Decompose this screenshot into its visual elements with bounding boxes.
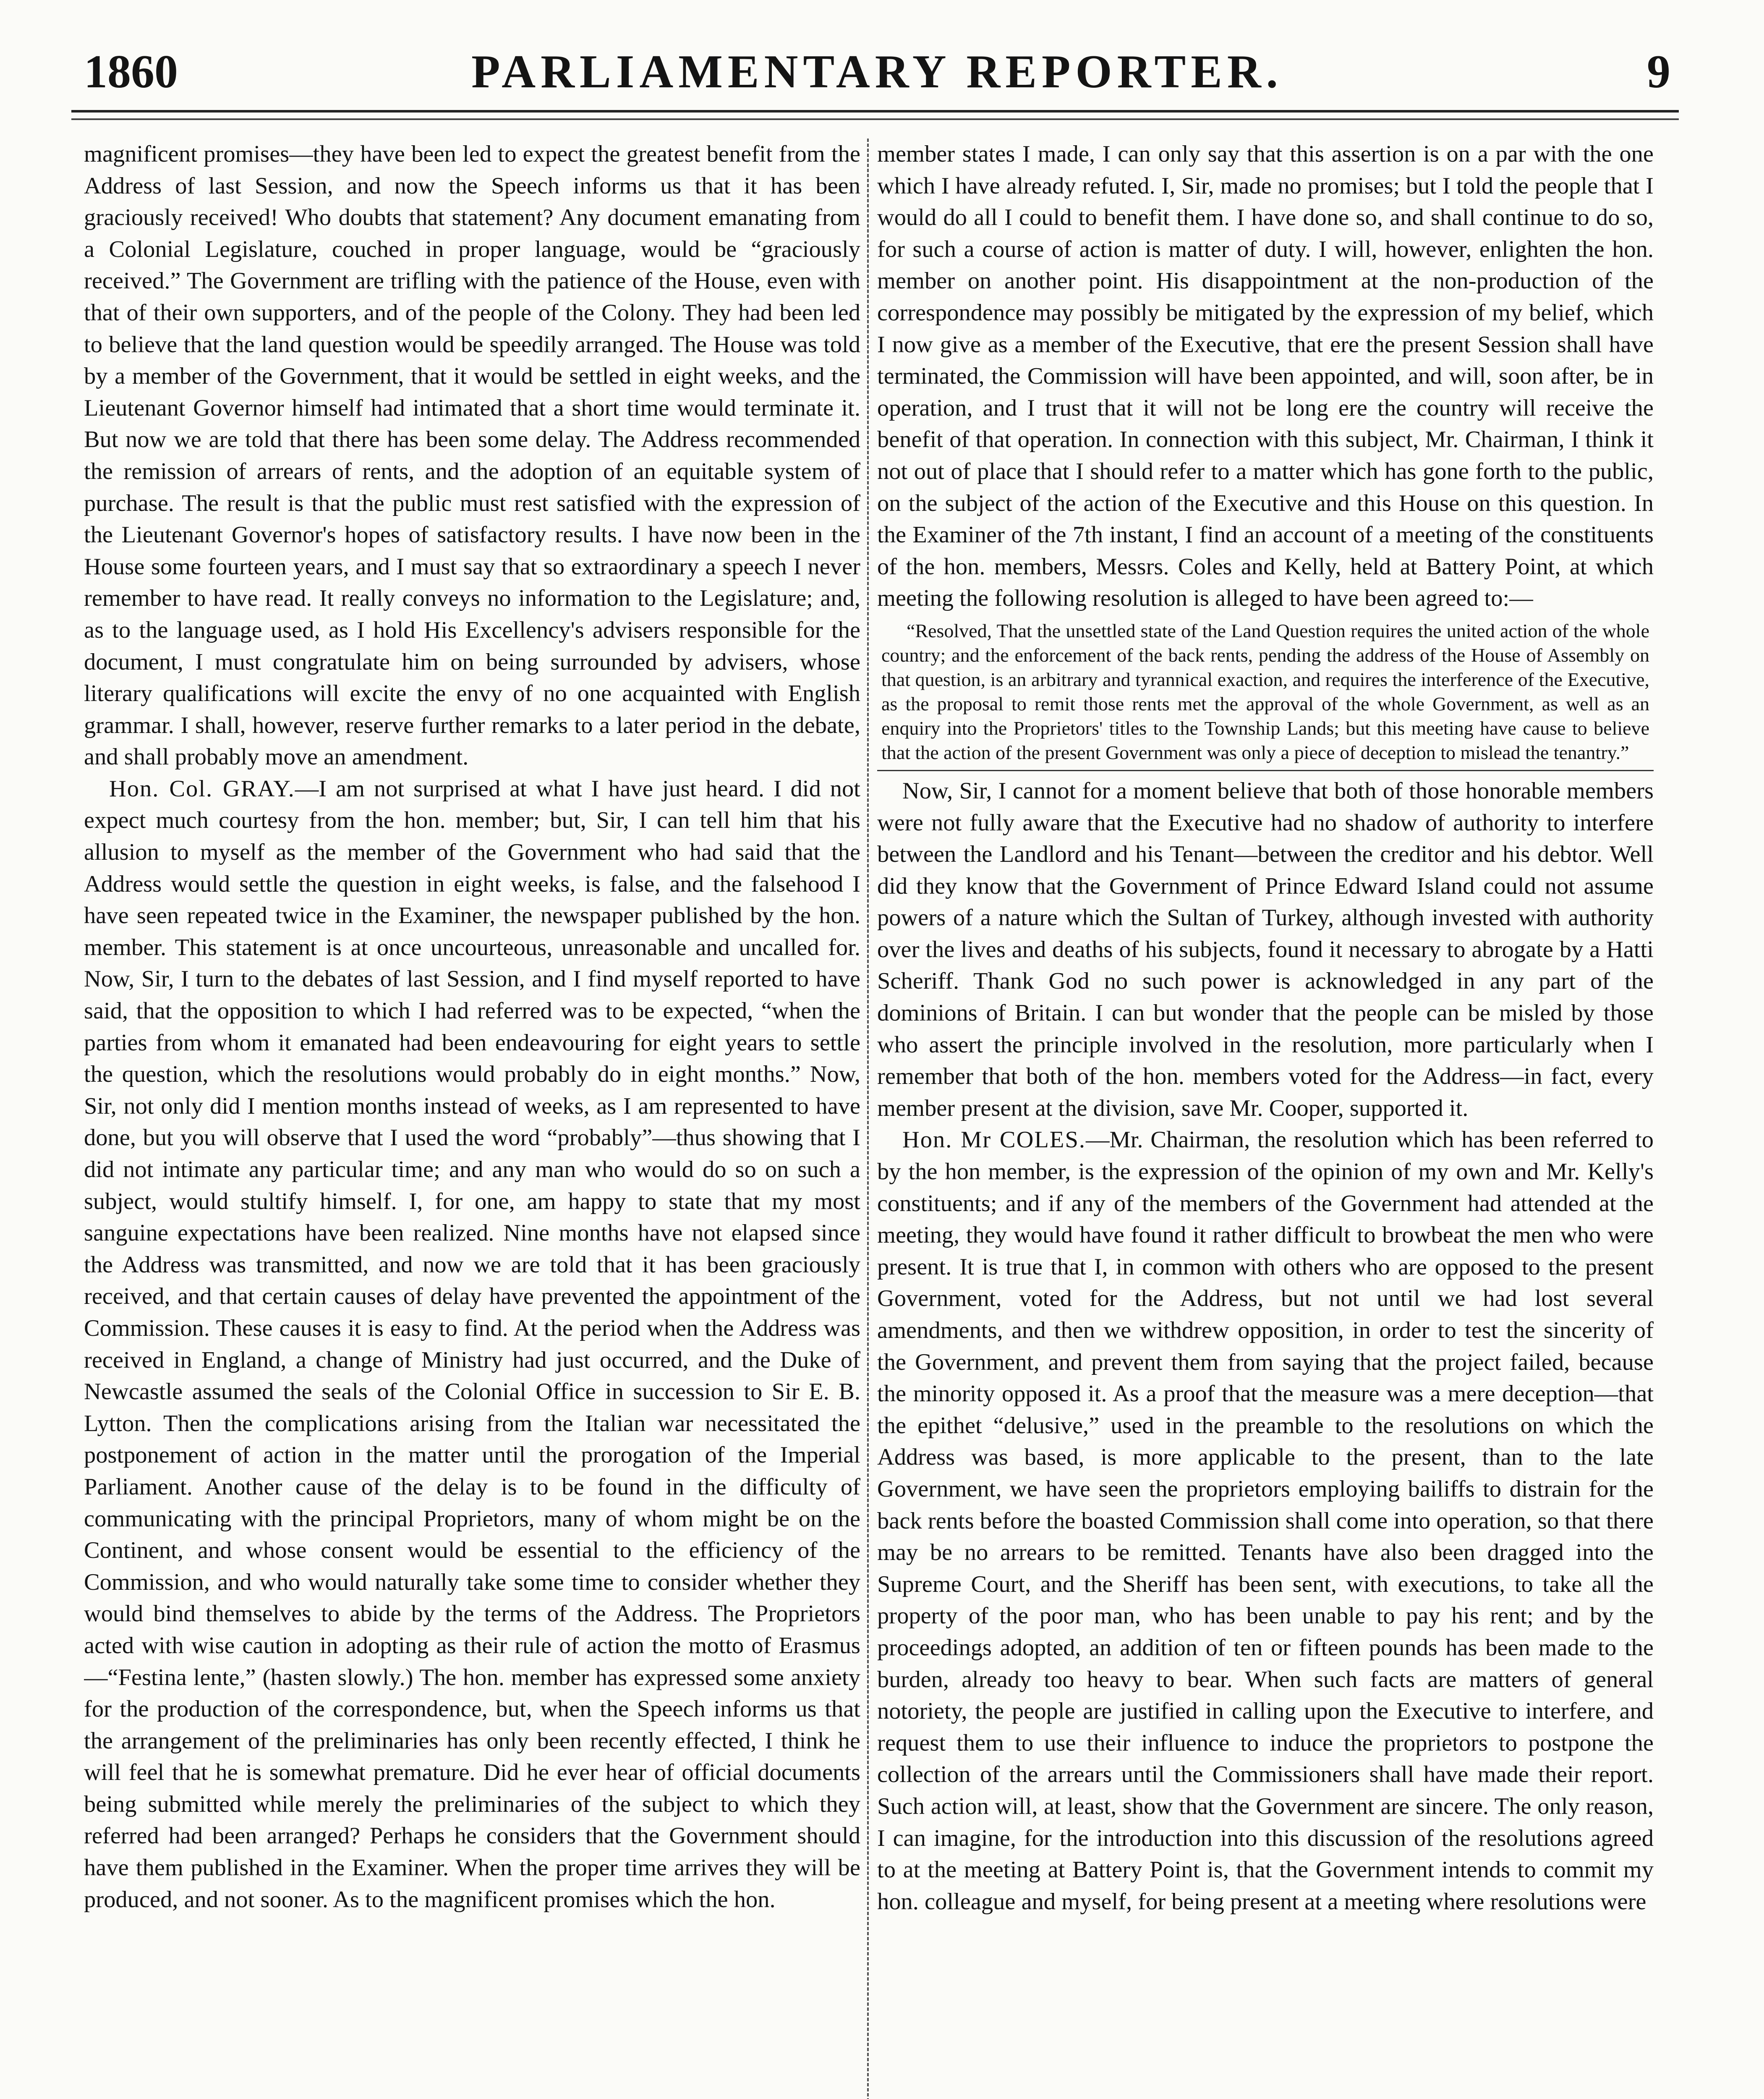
paragraph: member states I made, I can only say that this assertion is on a par with the one which I have already refuted. I, Sir, made no promises; but I told the people that I would do all I could to benefit them. I have done so, and shall continue to do so, for such a course of action is matter of duty. I will, however, enlighten the hon. member on another point. His disappointment at the non-production of the correspondence may possibly be mitigated by the expression of my belief, which I now give as a member of the Executive, that ere the present Session shall have terminated, the Commission will have been appointed, and will, soon after, be in operation, and I trust that it will not be long ere the country will receive the benefit of that operation. In connection with this subject, Mr. Chairman, I think it not out of place that I should refer to a matter which has gone forth to the public, on the subject of the action of the Executive and this House on this question. In the Examiner of the 7th instant, I find an account of a meeting of the constituents of the hon. members, Messrs. Coles and Kelly, held at Battery Point, at which meeting the following resolution is alleged to have been agreed to:— xyxy=(877,141,1654,612)
speaker-name: Hon. Col. GRAY. xyxy=(109,775,295,802)
column-divider xyxy=(867,139,869,2099)
resolution-quote: “Resolved, That the unsettled state of the Land Question requires the united action of the whole country; and the enforcement of the back rents, pending the address of the House of Assembly on that question, is an arbitrary and tyrannical exaction, and requires the interference of the Executive, as the proposal to remit those rents met the approval of the whole Government, as well as an enquiry into the Proprietors' titles to the Township Lands; but this meeting have cause to believe that the action of the present Government was only a piece of deception to mislead the tenantry.” xyxy=(877,619,1654,771)
paragraph: magnificent promises—they have been led to expect the greatest benefit from the Address of last Session, and now the Speech informs us that it has been graciously received! Who doubts that statement? Any document emanating from a Colonial Legislature, couched in proper language, would be “graciously received.” The Government are trifling with the patience of the House, even with that of their own supporters, and of the people of the Colony. They had been led to believe that the land question would be speedily arranged. The House was told by a member of the Government, that it would be settled in eight weeks, and the Lieutenant Governor himself had intimated that a short time would terminate it. But now we are told that there has been some delay. The Address recommended the remission of arrears of rents, and the adoption of an equitable system of purchase. The result is that the public must rest satisfied with the expression of the Lieutenant Governor's hopes of satisfactory results. I have now been in the House some fourteen years, and I must say that so extraordinary a speech I never remember to have read. It really conveys no information to the Legislature; and, as to the language used, as I hold His Excellency's advisers responsible for the document, I must congratulate him on being surrounded by advisers, whose literary qualifications will excite the envy of no one acquainted with English grammar. I shall, however, reserve further remarks to a later period in the debate, and shall probably move an amendment. xyxy=(84,141,860,770)
header-page-number: 9 xyxy=(1647,46,1670,98)
paragraph-coles xyxy=(877,1124,1654,1918)
header-year: 1860 xyxy=(84,46,178,98)
page-header xyxy=(84,40,1670,107)
paragraph-gray xyxy=(84,773,860,1916)
speech-text: —Mr. Chairman, the resolution which has been referred to by the hon member, is the expression of the opinion of my own and Mr. Kelly's constituents; and if any of the members of the Government had attended at the meeting, they would have found it rather difficult to browbeat the men who were present. It is true that I, in common with others who are opposed to the present Government, voted for the Address, but not until we had lost several amendments, and then we withdrew opposition, in order to test the sincerity of the Government, and prevent them from saying that the project failed, because the minority opposed it. As a proof that the measure was a mere deception—that the epithet “delusive,” used in the preamble to the resolutions on which the Address was based, is more applicable to the present, than to the late Government, we have seen the proprietors employing bailiffs to distrain for the back rents before the boasted Commission shall come into operation, so that there may be no arrears to be remitted. Tenants have also been dragged into the Supreme Court, and the Sheriff has been sent, with executions, to take all the property of the poor man, who has been unable to pay his rent; and by the proceedings adopted, an addition of ten or fifteen pounds has been made to the burden, already too heavy to bear. When such facts are matters of general notoriety, the people are justified in calling upon the Executive to interfere, and request them to use their influence to induce the proprietors to postpone the collection of the arrears until the Commissioners shall have made their report. Such action will, at least, show that the Government are sincere. The only reason, I can imagine, for the introduction into this discussion of the resolutions agreed to at the meeting at Battery Point is, that the Government intends to commit my hon. colleague and myself, for being present at a meeting where resolutions were xyxy=(877,1127,1654,1915)
header-title: PARLIAMENTARY REPORTER. xyxy=(471,46,1283,98)
header-rule xyxy=(71,110,1679,120)
right-column xyxy=(877,139,1654,2099)
speech-text: —I am not surprised at what I have just heard. I did not expect much courtesy from the hon. member; but, Sir, I can tell him that his allusion to myself as the member of the Government who had said that the Address would settle the question in eight weeks, is false, and the falsehood I have seen repeated twice in the Examiner, the newspaper published by the hon. member. This statement is at once uncourteous, unreasonable and uncalled for. Now, Sir, I turn to the debates of last Session, and I find myself reported to have said, that the opposition to which I had referred was to be expected, “when the parties from whom it emanated had been endeavouring for eight years to settle the question, which the resolutions would probably do in eight months.” Now, Sir, not only did I mention months instead of weeks, as I am represented to have done, but you will observe that I used the word “probably”—thus showing that I did not intimate any particular time; and any man who would do so on such a subject, would stultify himself. I, for one, am happy to state that my most sanguine expectations have been realized. Nine months have not elapsed since the Address was transmitted, and now we are told that it has been graciously received, and that certain causes of delay have prevented the appointment of the Commission. These causes it is easy to find. At the period when the Address was received in England, a change of Ministry had just occurred, and the Duke of Newcastle assumed the seals of the Colonial Office in succession to Sir E. B. Lytton. Then the complications arising from the Italian war necessitated the postponement of action in the matter until the prorogation of the Imperial Parliament. Another cause of the delay is to be found in the difficulty of communicating with the principal Proprietors, many of whom might be on the Continent, and whose consent would be essential to the efficiency of the Commission, and who would naturally take some time to consider whether they would bind themselves to abide by the terms of the Address. The Proprietors acted with wise caution in adopting as their rule of action the motto of Erasmus—“Festina lente,” (hasten slowly.) The hon. member has expressed some anxiety for the production of the correspondence, but, when the Speech informs us that the arrangement of the preliminaries has only been recently effected, I think he will feel that he is somewhat premature. Did he ever hear of official documents being submitted while merely the preliminaries of the subject to which they referred had been arranged? Perhaps he considers that the Government should have them published in the Examiner. When the proper time arrives they will be produced, and not sooner. As to the magnificent promises which the hon. xyxy=(84,775,860,1913)
left-column xyxy=(84,139,860,2099)
paragraph: Now, Sir, I cannot for a moment believe that both of those honorable members were not fully aware that the Executive had no shadow of authority to interfere between the Landlord and his Tenant—between the creditor and his debtor. Well did they know that the Government of Prince Edward Island could not assume powers of a nature which the Sultan of Turkey, although invested with authority over the lives and deaths of his subjects, found it necessary to abrogate by a Hatti Scheriff. Thank God no such power is acknowledged in any part of the dominions of Britain. I can but wonder that the people can be misled by those who assert the principle involved in the resolution, more particularly when I remember that both of the hon. members voted for the Address—in fact, every member present at the division, save Mr. Cooper, supported it. xyxy=(877,777,1654,1121)
speaker-name: Hon. Mr COLES. xyxy=(902,1127,1086,1153)
